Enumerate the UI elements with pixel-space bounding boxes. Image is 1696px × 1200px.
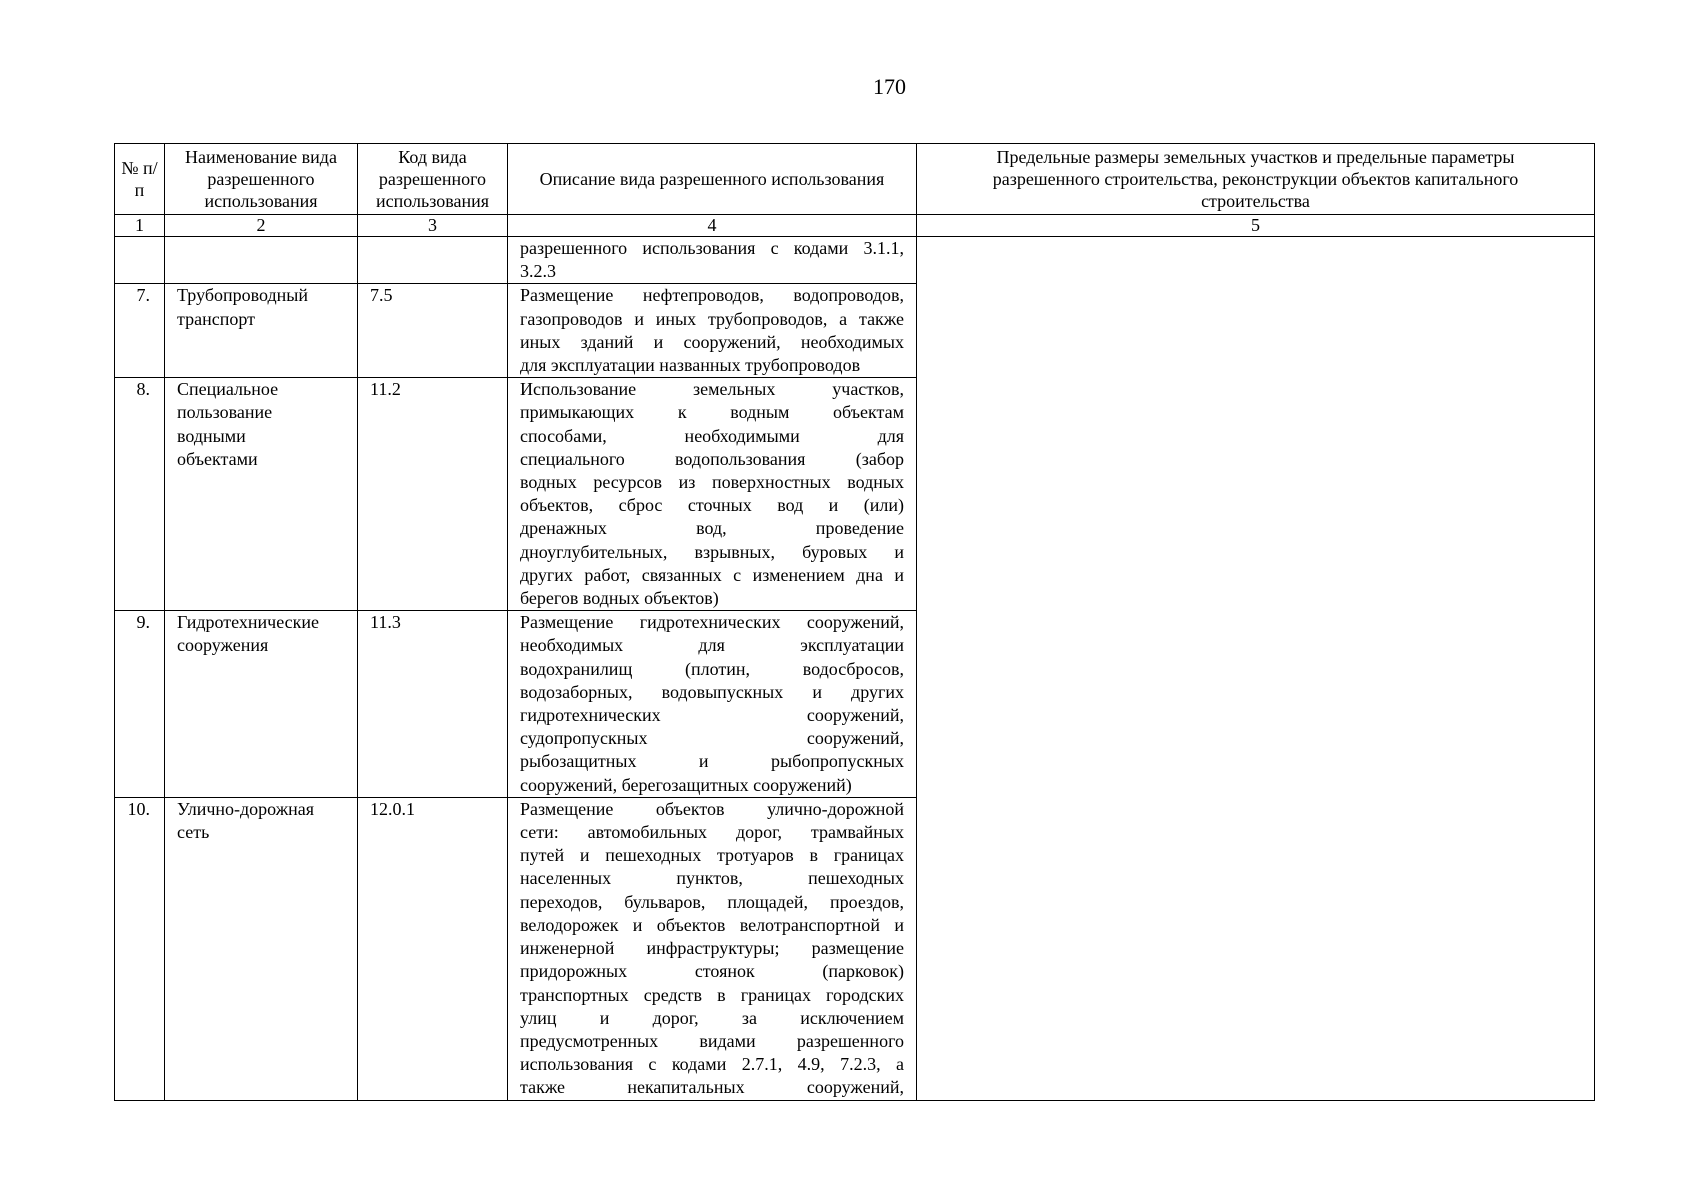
row-use-code: 12.0.1 xyxy=(358,797,508,1100)
description-line: Использование земельных участков, xyxy=(520,379,904,400)
description-line: специального водопользования (забор xyxy=(520,448,904,469)
description-line: для эксплуатации названных трубопроводов xyxy=(520,355,861,376)
row-use-name: Специальное пользование водными объектами xyxy=(165,378,358,611)
row-use-description xyxy=(508,797,917,1100)
description-line: также некапитальных сооружений, xyxy=(520,1077,904,1098)
column-number: 3 xyxy=(358,215,508,237)
column-number: 2 xyxy=(165,215,358,237)
limits-cell xyxy=(917,237,1595,1101)
table-header-row xyxy=(115,144,1595,215)
row-use-name: Улично-дорожная сеть xyxy=(165,797,358,1100)
description-line: инженерной инфраструктуры; размещение xyxy=(520,938,904,959)
row-use-description xyxy=(508,611,917,798)
description-line: необходимых для эксплуатации xyxy=(520,635,904,656)
row-use-name xyxy=(165,237,358,284)
description-line: способами, необходимыми для xyxy=(520,425,904,446)
description-line: примыкающих к водным объектам xyxy=(520,402,904,423)
description-line: велодорожек и объектов велотранспортной и xyxy=(520,914,904,935)
row-use-code: 7.5 xyxy=(358,284,508,378)
row-use-description xyxy=(508,237,917,284)
description-line: улиц и дорог, за исключением xyxy=(520,1007,904,1028)
header-use-code: Код вида разрешенного использования xyxy=(358,144,508,215)
description-line: дренажных вод, проведение xyxy=(520,518,904,539)
description-line: объектов, сброс сточных вод и (или) xyxy=(520,495,904,516)
row-use-name: Трубопроводный транспорт xyxy=(165,284,358,378)
description-line: дноуглубительных, взрывных, буровых и xyxy=(520,541,904,562)
description-line: переходов, бульваров, площадей, проездов, xyxy=(520,891,904,912)
table-row xyxy=(115,237,1595,284)
row-number: 8. xyxy=(115,378,165,611)
description-line: газопроводов и иных трубопроводов, а также xyxy=(520,308,904,329)
description-line: 3.2.3 xyxy=(520,261,556,282)
description-line: водозаборных, водовыпускных и других xyxy=(520,681,904,702)
description-line: сооружений, берегозащитных сооружений) xyxy=(520,774,852,795)
row-use-code xyxy=(358,237,508,284)
row-use-name: Гидротехнические сооружения xyxy=(165,611,358,798)
header-limits: Предельные размеры земельных участков и предельные параметры разрешенного строительства, реконструкции объектов капитального строительства xyxy=(917,144,1595,215)
description-line: придорожных стоянок (парковок) xyxy=(520,961,904,982)
column-number: 1 xyxy=(115,215,165,237)
description-line: использования с кодами 2.7.1, 4.9, 7.2.3, а xyxy=(520,1054,904,1075)
row-number xyxy=(115,237,165,284)
description-line: населенных пунктов, пешеходных xyxy=(520,868,904,889)
description-line: гидротехнических сооружений, xyxy=(520,705,904,726)
description-line: Размещение нефтепроводов, водопроводов, xyxy=(520,285,904,306)
row-use-code: 11.3 xyxy=(358,611,508,798)
row-use-description xyxy=(508,284,917,378)
description-line: транспортных средств в границах городских xyxy=(520,984,904,1005)
description-line: иных зданий и сооружений, необходимых xyxy=(520,331,904,352)
header-use-name: Наименование вида разрешенного использования xyxy=(165,144,358,215)
description-line: путей и пешеходных тротуаров в границах xyxy=(520,845,904,866)
description-line: сети: автомобильных дорог, трамвайных xyxy=(520,822,904,843)
header-use-description: Описание вида разрешенного использования xyxy=(508,144,917,215)
description-line: Размещение гидротехнических сооружений, xyxy=(520,612,904,633)
permitted-use-table xyxy=(114,143,1595,1101)
description-line: водохранилищ (плотин, водосбросов, xyxy=(520,658,904,679)
description-line: разрешенного использования с кодами 3.1.1, xyxy=(520,238,904,258)
row-number: 9. xyxy=(115,611,165,798)
description-line: берегов водных объектов) xyxy=(520,588,719,609)
column-number-row xyxy=(115,215,1595,237)
page-number: 170 xyxy=(873,74,906,99)
column-number: 5 xyxy=(917,215,1595,237)
description-line: водных ресурсов из поверхностных водных xyxy=(520,472,904,493)
row-use-code: 11.2 xyxy=(358,378,508,611)
row-number: 7. xyxy=(115,284,165,378)
description-line: рыбозащитных и рыбопропускных xyxy=(520,751,904,772)
header-number: № п/п xyxy=(115,144,165,215)
row-number: 10. xyxy=(115,797,165,1100)
description-line: предусмотренных видами разрешенного xyxy=(520,1030,904,1051)
description-line: судопропускных сооружений, xyxy=(520,728,904,749)
description-line: Размещение объектов улично-дорожной xyxy=(520,798,904,819)
column-number: 4 xyxy=(508,215,917,237)
row-use-description xyxy=(508,378,917,611)
description-line: других работ, связанных с изменением дна и xyxy=(520,564,904,585)
